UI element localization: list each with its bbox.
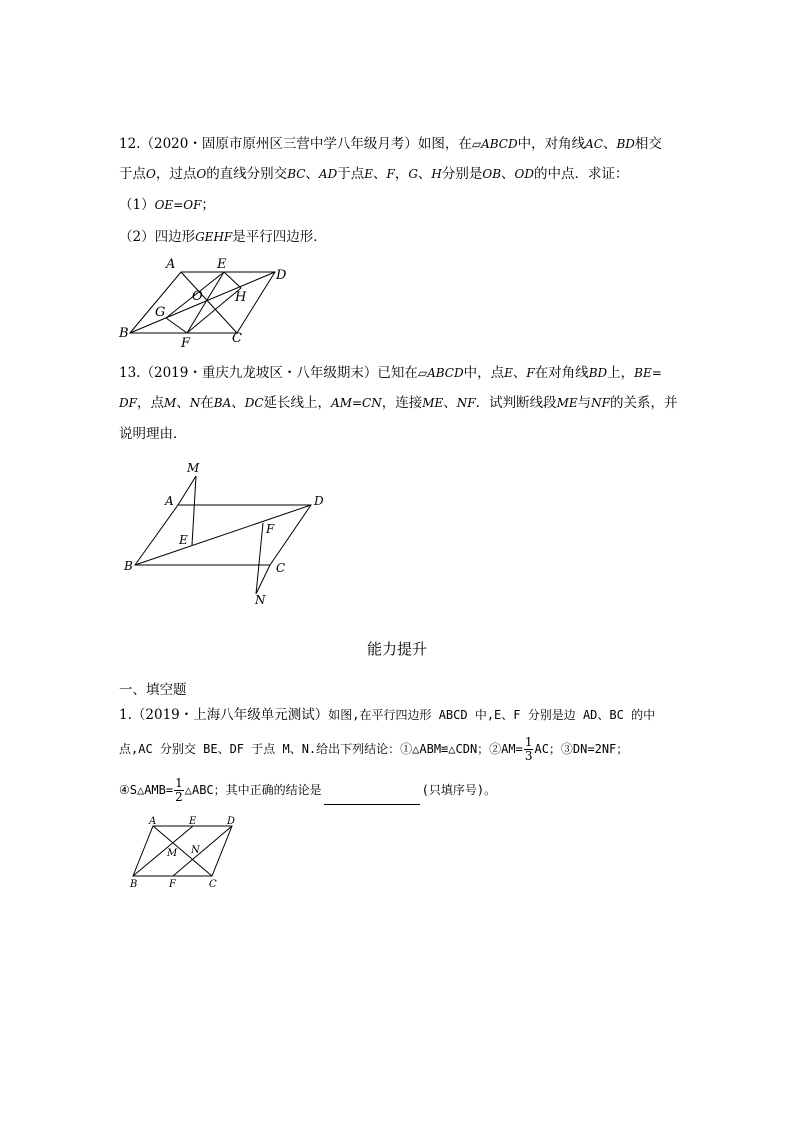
p12-source: （2020・固原市原州区三营中学八年级月考） (140, 136, 418, 152)
fill-text: (只填序号)。 (421, 783, 497, 797)
fill-text: AC；③DN=2NF； (534, 742, 629, 756)
p12-var: OD (514, 167, 534, 181)
p12-var: E (364, 167, 373, 181)
p13-var: N (189, 396, 201, 410)
p13-text: 说明理由． (119, 426, 187, 442)
fill-text: ④S△AMB= (119, 783, 174, 797)
fig13-label-c: C (276, 561, 286, 575)
p13-equation: AM=CN (331, 396, 382, 410)
p12-text: 的中点．求证： (534, 166, 629, 182)
p12-text: 于点 (119, 166, 146, 182)
p12-text: 的直线分别交 (206, 166, 288, 182)
fill-text: 点,AC 分别交 BE、DF 于点 M、N.给出下列结论：①△ABM≌△CDN；②AM= (119, 742, 523, 756)
p13-text: 、 (231, 395, 245, 411)
p12-text: 相交 (634, 136, 662, 152)
p12-text: 分别是 (441, 166, 483, 182)
p12-part-number: （1） (119, 197, 155, 213)
fig12-label-f: F (181, 336, 191, 351)
p13-text: ，连接 (381, 395, 423, 411)
p12-var: AC (585, 137, 603, 151)
fig12-label-e: E (217, 257, 227, 272)
p13-source: （2019・重庆九龙坡区・八年级期末） (140, 365, 378, 381)
p13-text: 已知在 (377, 365, 418, 381)
fig12-label-a: A (166, 257, 176, 272)
p13-var: ME (556, 396, 578, 410)
fig12-label-h: H (235, 290, 247, 305)
fig13-label-a: A (165, 494, 174, 508)
p12-var: G (408, 167, 418, 181)
p13-text: 与 (577, 395, 592, 411)
p12-equation: OE=OF (154, 198, 202, 212)
p13-text: 在 (200, 395, 214, 411)
p13-text: ，点 (136, 395, 164, 411)
p13-text: 延长线上， (263, 395, 332, 411)
p13-var: NF (591, 396, 610, 410)
p12-text: 、 (372, 166, 387, 182)
p13-var: BE= (634, 366, 662, 380)
p13-var: M (163, 396, 177, 410)
section-title: 能力提升 (366, 640, 427, 658)
p12-text: 、 (602, 136, 617, 152)
p13-text: 、 (176, 395, 190, 411)
p13-parallelogram: ▱ABCD (417, 366, 464, 380)
fig12-label-c: C (232, 331, 242, 346)
fill-fig-line-be (133, 826, 193, 876)
p12-text: 、 (501, 166, 515, 182)
fill-fig-label-n: N (191, 845, 200, 856)
fill-text: △ABC；其中正确的结论是 (184, 783, 322, 797)
p12-number: 12. (119, 136, 141, 152)
p12-var: BC (287, 167, 306, 181)
p12-var: AD (318, 167, 338, 181)
p12-var: OB (482, 167, 502, 181)
p13-var: ME (422, 396, 444, 410)
p12-var: GEHF (195, 230, 233, 244)
fill-source: （2019・上海八年级单元测试） (131, 707, 329, 723)
fig13-label-f: F (266, 522, 275, 536)
p13-number: 13. (119, 365, 141, 381)
fill-fig-label-m: M (167, 848, 178, 859)
fraction-denominator: 3 (524, 749, 533, 763)
p12-text: ，过点 (155, 166, 197, 182)
fill-fig-label-b: B (130, 879, 138, 890)
fraction-denominator: 2 (175, 790, 183, 804)
fill-fig-label-a: A (149, 816, 157, 827)
p13-var: NF (456, 396, 476, 410)
p12-parallelogram: ▱ABCD (471, 137, 518, 151)
p12-text: 中，对角线 (517, 136, 586, 152)
fill-number: 1. (119, 707, 132, 723)
p13-var: DF (119, 396, 137, 410)
p12-part-number: （2）四边形 (119, 229, 196, 245)
p13-text: 、 (443, 395, 457, 411)
p12-text: ， (394, 166, 409, 182)
fill-fig-label-c: C (209, 879, 217, 890)
fig13-label-b: B (124, 559, 133, 573)
p12-text: 于点 (337, 166, 365, 182)
p13-text: 在对角线 (534, 365, 589, 381)
p12-var: O (196, 167, 207, 181)
fig13-label-d: D (314, 494, 324, 508)
p12-var: BD (616, 137, 635, 151)
p13-text: 的关系，并 (610, 395, 678, 411)
p13-var: E (504, 366, 513, 380)
fraction-numerator: 1 (175, 776, 183, 790)
p12-text: 如图，在 (417, 136, 472, 152)
fig12-label-o: O (192, 289, 203, 304)
p12-text: 是平行四边形． (232, 229, 327, 245)
p12-var: O (146, 167, 156, 181)
p12-var: H (431, 167, 442, 181)
p12-text: 、 (417, 166, 432, 182)
p12-text: 、 (305, 166, 319, 182)
p13-var: F (526, 366, 535, 380)
fill-fig-label-e: E (189, 816, 197, 827)
p13-text: 上， (607, 365, 635, 381)
p13-text: ．试判断线段 (475, 395, 557, 411)
p13-var: DC (244, 396, 264, 410)
fraction-numerator: 1 (524, 735, 533, 749)
fig13-label-e: E (179, 533, 188, 547)
p13-var: BD (588, 366, 608, 380)
p12-var: F (386, 167, 395, 181)
fig13-label-n: N (255, 593, 266, 607)
fig12-label-b: B (119, 326, 129, 341)
fig12-label-g: G (155, 305, 166, 320)
fill-text: 如图,在平行四边形 ABCD 中,E、F 分别是边 AD、BC 的中 (328, 708, 656, 722)
p12-text: ； (201, 197, 215, 213)
fill-fig-label-f: F (169, 879, 176, 890)
p13-text: 、 (512, 365, 527, 381)
p13-var: BA (213, 396, 232, 410)
fill-fig-label-d: D (227, 816, 236, 827)
fig12-label-d: D (276, 268, 287, 283)
p13-text: 中，点 (463, 365, 505, 381)
fig13-label-m: M (187, 461, 200, 475)
subsection-title: 一、填空题 (119, 682, 187, 698)
